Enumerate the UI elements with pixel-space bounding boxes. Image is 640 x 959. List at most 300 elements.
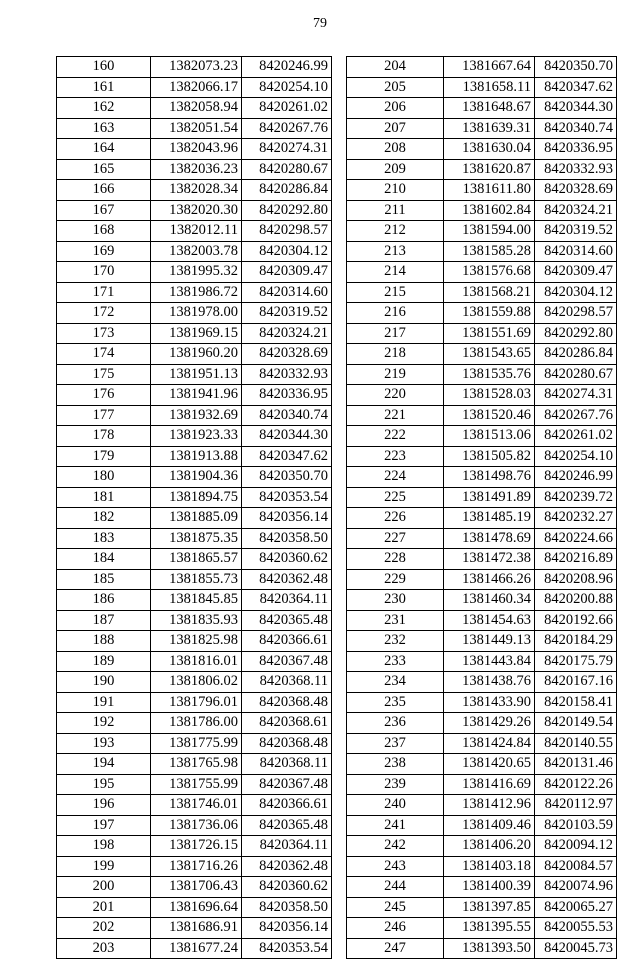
point-number-cell: 214 <box>347 262 444 283</box>
point-number-cell: 162 <box>57 98 151 119</box>
x-coordinate-cell: 1381960.20 <box>151 344 242 365</box>
point-number-cell: 242 <box>347 836 444 857</box>
point-number-cell: 224 <box>347 467 444 488</box>
point-number-cell: 193 <box>57 733 151 754</box>
x-coordinate-cell: 1381639.31 <box>444 118 535 139</box>
table-row <box>57 57 332 78</box>
y-coordinate-cell: 8420336.95 <box>242 385 332 406</box>
table-row <box>347 610 617 631</box>
table-row <box>57 364 332 385</box>
table-row <box>57 446 332 467</box>
y-coordinate-cell: 8420286.84 <box>242 180 332 201</box>
point-number-cell: 187 <box>57 610 151 631</box>
coordinates-table-left <box>56 56 332 959</box>
x-coordinate-cell: 1381403.18 <box>444 856 535 877</box>
point-number-cell: 181 <box>57 487 151 508</box>
x-coordinate-cell: 1381696.64 <box>151 897 242 918</box>
x-coordinate-cell: 1381559.88 <box>444 303 535 324</box>
point-number-cell: 215 <box>347 282 444 303</box>
x-coordinate-cell: 1381568.21 <box>444 282 535 303</box>
point-number-cell: 203 <box>57 938 151 959</box>
x-coordinate-cell: 1381932.69 <box>151 405 242 426</box>
x-coordinate-cell: 1381472.38 <box>444 549 535 570</box>
table-row <box>347 303 617 324</box>
x-coordinate-cell: 1382028.34 <box>151 180 242 201</box>
table-row <box>347 57 617 78</box>
point-number-cell: 227 <box>347 528 444 549</box>
table-row <box>57 692 332 713</box>
y-coordinate-cell: 8420200.88 <box>535 590 617 611</box>
y-coordinate-cell: 8420167.16 <box>535 672 617 693</box>
x-coordinate-cell: 1381913.88 <box>151 446 242 467</box>
table-row <box>57 405 332 426</box>
point-number-cell: 212 <box>347 221 444 242</box>
point-number-cell: 218 <box>347 344 444 365</box>
table-row <box>347 487 617 508</box>
point-number-cell: 164 <box>57 139 151 160</box>
table-row <box>57 385 332 406</box>
y-coordinate-cell: 8420324.21 <box>535 200 617 221</box>
x-coordinate-cell: 1381478.69 <box>444 528 535 549</box>
table-row <box>57 631 332 652</box>
table-row <box>57 180 332 201</box>
y-coordinate-cell: 8420314.60 <box>535 241 617 262</box>
point-number-cell: 189 <box>57 651 151 672</box>
table-row <box>347 733 617 754</box>
y-coordinate-cell: 8420360.62 <box>242 549 332 570</box>
x-coordinate-cell: 1381620.87 <box>444 159 535 180</box>
point-number-cell: 185 <box>57 569 151 590</box>
x-coordinate-cell: 1381513.06 <box>444 426 535 447</box>
y-coordinate-cell: 8420336.95 <box>535 139 617 160</box>
point-number-cell: 221 <box>347 405 444 426</box>
y-coordinate-cell: 8420350.70 <box>535 57 617 78</box>
x-coordinate-cell: 1381420.65 <box>444 754 535 775</box>
point-number-cell: 233 <box>347 651 444 672</box>
table-row <box>57 323 332 344</box>
x-coordinate-cell: 1381576.68 <box>444 262 535 283</box>
table-row <box>57 569 332 590</box>
x-coordinate-cell: 1381433.90 <box>444 692 535 713</box>
x-coordinate-cell: 1381786.00 <box>151 713 242 734</box>
point-number-cell: 204 <box>347 57 444 78</box>
y-coordinate-cell: 8420367.48 <box>242 774 332 795</box>
x-coordinate-cell: 1381594.00 <box>444 221 535 242</box>
table-row <box>347 754 617 775</box>
y-coordinate-cell: 8420239.72 <box>535 487 617 508</box>
y-coordinate-cell: 8420122.26 <box>535 774 617 795</box>
table-row <box>347 467 617 488</box>
table-row <box>347 200 617 221</box>
y-coordinate-cell: 8420350.70 <box>242 467 332 488</box>
point-number-cell: 160 <box>57 57 151 78</box>
point-number-cell: 209 <box>347 159 444 180</box>
table-row <box>347 180 617 201</box>
table-row <box>347 549 617 570</box>
x-coordinate-cell: 1381412.96 <box>444 795 535 816</box>
x-coordinate-cell: 1381995.32 <box>151 262 242 283</box>
x-coordinate-cell: 1381825.98 <box>151 631 242 652</box>
point-number-cell: 210 <box>347 180 444 201</box>
table-row <box>57 610 332 631</box>
table-row <box>347 938 617 959</box>
x-coordinate-cell: 1381951.13 <box>151 364 242 385</box>
y-coordinate-cell: 8420274.31 <box>535 385 617 406</box>
x-coordinate-cell: 1381904.36 <box>151 467 242 488</box>
table-row <box>57 774 332 795</box>
x-coordinate-cell: 1382003.78 <box>151 241 242 262</box>
x-coordinate-cell: 1382073.23 <box>151 57 242 78</box>
point-number-cell: 213 <box>347 241 444 262</box>
y-coordinate-cell: 8420055.53 <box>535 918 617 939</box>
point-number-cell: 170 <box>57 262 151 283</box>
table-row <box>57 713 332 734</box>
y-coordinate-cell: 8420368.48 <box>242 692 332 713</box>
x-coordinate-cell: 1381765.98 <box>151 754 242 775</box>
point-number-cell: 165 <box>57 159 151 180</box>
x-coordinate-cell: 1381736.06 <box>151 815 242 836</box>
point-number-cell: 173 <box>57 323 151 344</box>
table-row <box>57 836 332 857</box>
x-coordinate-cell: 1381686.91 <box>151 918 242 939</box>
table-row <box>347 877 617 898</box>
point-number-cell: 202 <box>57 918 151 939</box>
x-coordinate-cell: 1381806.02 <box>151 672 242 693</box>
table-row <box>57 754 332 775</box>
x-coordinate-cell: 1381424.84 <box>444 733 535 754</box>
y-coordinate-cell: 8420184.29 <box>535 631 617 652</box>
table-row <box>57 897 332 918</box>
table-row <box>347 426 617 447</box>
x-coordinate-cell: 1381498.76 <box>444 467 535 488</box>
x-coordinate-cell: 1381443.84 <box>444 651 535 672</box>
y-coordinate-cell: 8420304.12 <box>535 282 617 303</box>
y-coordinate-cell: 8420246.99 <box>242 57 332 78</box>
y-coordinate-cell: 8420319.52 <box>535 221 617 242</box>
point-number-cell: 229 <box>347 569 444 590</box>
point-number-cell: 177 <box>57 405 151 426</box>
x-coordinate-cell: 1381454.63 <box>444 610 535 631</box>
x-coordinate-cell: 1381460.34 <box>444 590 535 611</box>
table-row <box>57 98 332 119</box>
point-number-cell: 179 <box>57 446 151 467</box>
y-coordinate-cell: 8420368.48 <box>242 733 332 754</box>
y-coordinate-cell: 8420356.14 <box>242 918 332 939</box>
y-coordinate-cell: 8420158.41 <box>535 692 617 713</box>
y-coordinate-cell: 8420364.11 <box>242 836 332 857</box>
point-number-cell: 247 <box>347 938 444 959</box>
point-number-cell: 166 <box>57 180 151 201</box>
table-row <box>347 98 617 119</box>
y-coordinate-cell: 8420103.59 <box>535 815 617 836</box>
x-coordinate-cell: 1381726.15 <box>151 836 242 857</box>
table-row <box>57 590 332 611</box>
y-coordinate-cell: 8420340.74 <box>535 118 617 139</box>
y-coordinate-cell: 8420340.74 <box>242 405 332 426</box>
table-row <box>57 221 332 242</box>
table-row <box>347 815 617 836</box>
y-coordinate-cell: 8420319.52 <box>242 303 332 324</box>
y-coordinate-cell: 8420364.11 <box>242 590 332 611</box>
x-coordinate-cell: 1381602.84 <box>444 200 535 221</box>
table-row <box>57 549 332 570</box>
coordinates-table-right <box>346 56 617 959</box>
x-coordinate-cell: 1381978.00 <box>151 303 242 324</box>
x-coordinate-cell: 1381894.75 <box>151 487 242 508</box>
x-coordinate-cell: 1381491.89 <box>444 487 535 508</box>
point-number-cell: 245 <box>347 897 444 918</box>
table-row <box>57 487 332 508</box>
x-coordinate-cell: 1381746.01 <box>151 795 242 816</box>
point-number-cell: 235 <box>347 692 444 713</box>
table-row <box>57 508 332 529</box>
page-number: 79 <box>313 16 327 31</box>
table-row <box>347 364 617 385</box>
y-coordinate-cell: 8420356.14 <box>242 508 332 529</box>
x-coordinate-cell: 1381485.19 <box>444 508 535 529</box>
point-number-cell: 197 <box>57 815 151 836</box>
x-coordinate-cell: 1381543.65 <box>444 344 535 365</box>
point-number-cell: 236 <box>347 713 444 734</box>
y-coordinate-cell: 8420274.31 <box>242 139 332 160</box>
table-row <box>347 528 617 549</box>
x-coordinate-cell: 1381875.35 <box>151 528 242 549</box>
y-coordinate-cell: 8420224.66 <box>535 528 617 549</box>
table-row <box>347 795 617 816</box>
table-row <box>347 692 617 713</box>
point-number-cell: 163 <box>57 118 151 139</box>
y-coordinate-cell: 8420366.61 <box>242 795 332 816</box>
point-number-cell: 180 <box>57 467 151 488</box>
point-number-cell: 217 <box>347 323 444 344</box>
table-row <box>347 774 617 795</box>
x-coordinate-cell: 1381941.96 <box>151 385 242 406</box>
x-coordinate-cell: 1381969.15 <box>151 323 242 344</box>
x-coordinate-cell: 1382012.11 <box>151 221 242 242</box>
table-row <box>57 877 332 898</box>
table-row <box>57 938 332 959</box>
x-coordinate-cell: 1382058.94 <box>151 98 242 119</box>
point-number-cell: 201 <box>57 897 151 918</box>
x-coordinate-cell: 1382066.17 <box>151 77 242 98</box>
x-coordinate-cell: 1381551.69 <box>444 323 535 344</box>
table-row <box>57 426 332 447</box>
point-number-cell: 220 <box>347 385 444 406</box>
point-number-cell: 178 <box>57 426 151 447</box>
table-row <box>347 262 617 283</box>
y-coordinate-cell: 8420216.89 <box>535 549 617 570</box>
point-number-cell: 167 <box>57 200 151 221</box>
point-number-cell: 195 <box>57 774 151 795</box>
x-coordinate-cell: 1381677.24 <box>151 938 242 959</box>
x-coordinate-cell: 1381585.28 <box>444 241 535 262</box>
point-number-cell: 182 <box>57 508 151 529</box>
x-coordinate-cell: 1381716.26 <box>151 856 242 877</box>
point-number-cell: 231 <box>347 610 444 631</box>
x-coordinate-cell: 1381986.72 <box>151 282 242 303</box>
y-coordinate-cell: 8420246.99 <box>535 467 617 488</box>
table-row <box>347 856 617 877</box>
y-coordinate-cell: 8420261.02 <box>242 98 332 119</box>
table-row <box>347 672 617 693</box>
y-coordinate-cell: 8420328.69 <box>535 180 617 201</box>
table-row <box>57 159 332 180</box>
table-row <box>347 651 617 672</box>
point-number-cell: 232 <box>347 631 444 652</box>
table-row <box>57 344 332 365</box>
x-coordinate-cell: 1382020.30 <box>151 200 242 221</box>
point-number-cell: 200 <box>57 877 151 898</box>
x-coordinate-cell: 1381393.50 <box>444 938 535 959</box>
y-coordinate-cell: 8420344.30 <box>535 98 617 119</box>
x-coordinate-cell: 1381885.09 <box>151 508 242 529</box>
x-coordinate-cell: 1382051.54 <box>151 118 242 139</box>
point-number-cell: 186 <box>57 590 151 611</box>
table-row <box>347 836 617 857</box>
table-row <box>347 713 617 734</box>
table-row <box>57 672 332 693</box>
point-number-cell: 208 <box>347 139 444 160</box>
table-row <box>347 446 617 467</box>
x-coordinate-cell: 1381658.11 <box>444 77 535 98</box>
y-coordinate-cell: 8420309.47 <box>242 262 332 283</box>
x-coordinate-cell: 1381667.64 <box>444 57 535 78</box>
point-number-cell: 223 <box>347 446 444 467</box>
table-row <box>347 118 617 139</box>
y-coordinate-cell: 8420094.12 <box>535 836 617 857</box>
y-coordinate-cell: 8420360.62 <box>242 877 332 898</box>
y-coordinate-cell: 8420208.96 <box>535 569 617 590</box>
y-coordinate-cell: 8420292.80 <box>242 200 332 221</box>
y-coordinate-cell: 8420149.54 <box>535 713 617 734</box>
point-number-cell: 194 <box>57 754 151 775</box>
x-coordinate-cell: 1381400.39 <box>444 877 535 898</box>
table-row <box>57 262 332 283</box>
point-number-cell: 188 <box>57 631 151 652</box>
point-number-cell: 239 <box>347 774 444 795</box>
x-coordinate-cell: 1381438.76 <box>444 672 535 693</box>
table-row <box>57 856 332 877</box>
table-row <box>347 590 617 611</box>
table-row <box>57 467 332 488</box>
table-row <box>57 303 332 324</box>
point-number-cell: 190 <box>57 672 151 693</box>
point-number-cell: 176 <box>57 385 151 406</box>
table-row <box>347 241 617 262</box>
table-row <box>57 200 332 221</box>
point-number-cell: 161 <box>57 77 151 98</box>
y-coordinate-cell: 8420286.84 <box>535 344 617 365</box>
point-number-cell: 169 <box>57 241 151 262</box>
x-coordinate-cell: 1381466.26 <box>444 569 535 590</box>
table-row <box>57 651 332 672</box>
y-coordinate-cell: 8420074.96 <box>535 877 617 898</box>
x-coordinate-cell: 1381416.69 <box>444 774 535 795</box>
y-coordinate-cell: 8420365.48 <box>242 610 332 631</box>
table-row <box>57 139 332 160</box>
point-number-cell: 207 <box>347 118 444 139</box>
point-number-cell: 168 <box>57 221 151 242</box>
y-coordinate-cell: 8420254.10 <box>242 77 332 98</box>
table-row <box>347 385 617 406</box>
y-coordinate-cell: 8420175.79 <box>535 651 617 672</box>
table-row <box>347 77 617 98</box>
point-number-cell: 183 <box>57 528 151 549</box>
point-number-cell: 205 <box>347 77 444 98</box>
x-coordinate-cell: 1381816.01 <box>151 651 242 672</box>
y-coordinate-cell: 8420362.48 <box>242 856 332 877</box>
y-coordinate-cell: 8420267.76 <box>535 405 617 426</box>
y-coordinate-cell: 8420304.12 <box>242 241 332 262</box>
x-coordinate-cell: 1381706.43 <box>151 877 242 898</box>
x-coordinate-cell: 1381528.03 <box>444 385 535 406</box>
x-coordinate-cell: 1381409.46 <box>444 815 535 836</box>
table-row <box>57 733 332 754</box>
table-row <box>347 323 617 344</box>
point-number-cell: 199 <box>57 856 151 877</box>
y-coordinate-cell: 8420292.80 <box>535 323 617 344</box>
table-row <box>347 631 617 652</box>
y-coordinate-cell: 8420368.11 <box>242 754 332 775</box>
y-coordinate-cell: 8420131.46 <box>535 754 617 775</box>
y-coordinate-cell: 8420045.73 <box>535 938 617 959</box>
point-number-cell: 243 <box>347 856 444 877</box>
point-number-cell: 206 <box>347 98 444 119</box>
x-coordinate-cell: 1381395.55 <box>444 918 535 939</box>
y-coordinate-cell: 8420353.54 <box>242 938 332 959</box>
point-number-cell: 246 <box>347 918 444 939</box>
x-coordinate-cell: 1382036.23 <box>151 159 242 180</box>
y-coordinate-cell: 8420298.57 <box>535 303 617 324</box>
point-number-cell: 237 <box>347 733 444 754</box>
point-number-cell: 216 <box>347 303 444 324</box>
y-coordinate-cell: 8420280.67 <box>242 159 332 180</box>
x-coordinate-cell: 1381406.20 <box>444 836 535 857</box>
table-row <box>57 118 332 139</box>
table-row <box>57 77 332 98</box>
x-coordinate-cell: 1381630.04 <box>444 139 535 160</box>
point-number-cell: 198 <box>57 836 151 857</box>
point-number-cell: 175 <box>57 364 151 385</box>
y-coordinate-cell: 8420254.10 <box>535 446 617 467</box>
x-coordinate-cell: 1381835.93 <box>151 610 242 631</box>
table-row <box>57 241 332 262</box>
table-row <box>347 282 617 303</box>
y-coordinate-cell: 8420298.57 <box>242 221 332 242</box>
point-number-cell: 211 <box>347 200 444 221</box>
x-coordinate-cell: 1381535.76 <box>444 364 535 385</box>
x-coordinate-cell: 1381648.67 <box>444 98 535 119</box>
point-number-cell: 240 <box>347 795 444 816</box>
y-coordinate-cell: 8420192.66 <box>535 610 617 631</box>
y-coordinate-cell: 8420261.02 <box>535 426 617 447</box>
y-coordinate-cell: 8420347.62 <box>535 77 617 98</box>
x-coordinate-cell: 1381449.13 <box>444 631 535 652</box>
x-coordinate-cell: 1381397.85 <box>444 897 535 918</box>
y-coordinate-cell: 8420362.48 <box>242 569 332 590</box>
y-coordinate-cell: 8420367.48 <box>242 651 332 672</box>
point-number-cell: 172 <box>57 303 151 324</box>
y-coordinate-cell: 8420324.21 <box>242 323 332 344</box>
x-coordinate-cell: 1381429.26 <box>444 713 535 734</box>
y-coordinate-cell: 8420314.60 <box>242 282 332 303</box>
point-number-cell: 228 <box>347 549 444 570</box>
y-coordinate-cell: 8420368.61 <box>242 713 332 734</box>
y-coordinate-cell: 8420267.76 <box>242 118 332 139</box>
y-coordinate-cell: 8420065.27 <box>535 897 617 918</box>
point-number-cell: 171 <box>57 282 151 303</box>
y-coordinate-cell: 8420232.27 <box>535 508 617 529</box>
